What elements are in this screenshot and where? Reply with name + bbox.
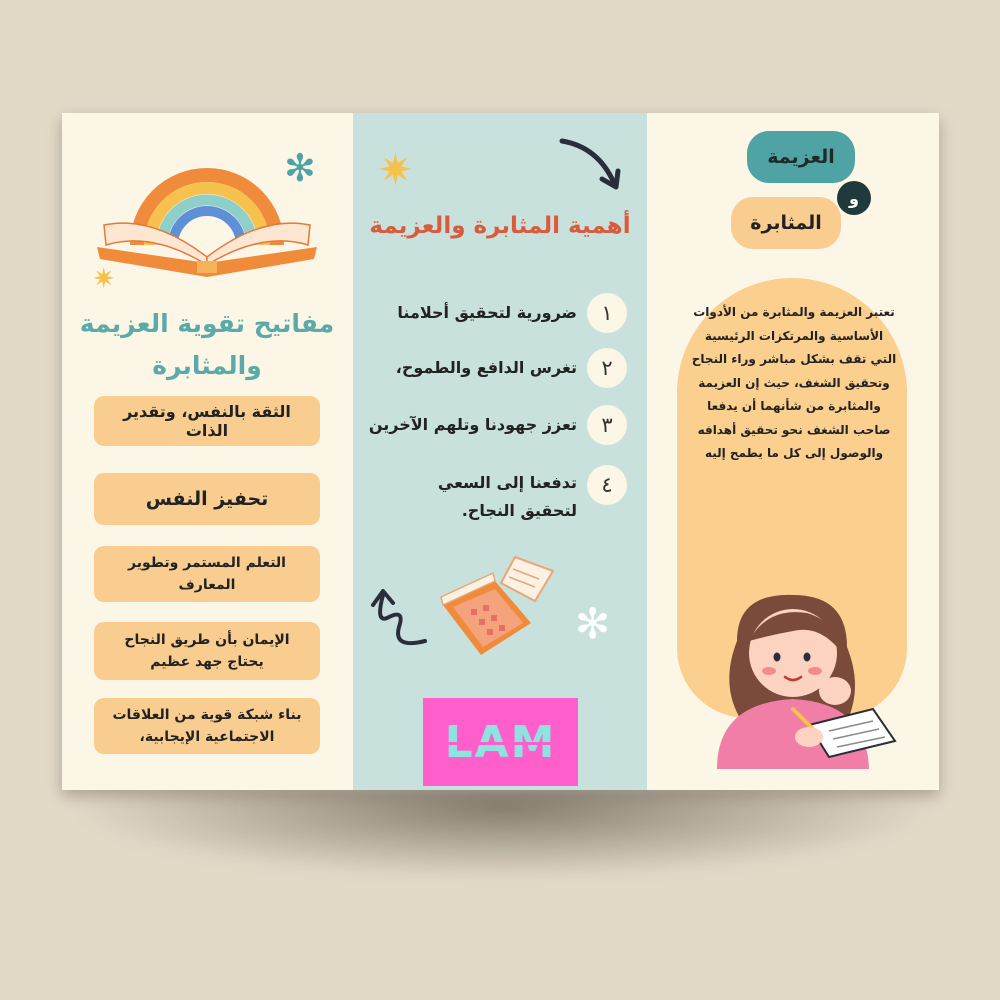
item-number: ٤ xyxy=(587,465,627,505)
brochure-shadow xyxy=(68,790,938,880)
trifold-brochure xyxy=(62,113,939,790)
swirl-arrow-icon xyxy=(363,583,435,653)
item-text: ضرورية لتحقيق أحلامنا xyxy=(397,303,577,322)
yellow-star-icon: ✷ xyxy=(377,145,414,196)
title-pill-and: و xyxy=(837,181,871,215)
lam-logo xyxy=(423,698,578,786)
title-pill-determination: العزيمة xyxy=(747,131,855,183)
key-item: تحفيز النفس xyxy=(94,473,320,525)
key-item: التعلم المستمر وتطوير المعارف xyxy=(94,546,320,602)
keys-title: مفاتيح تقوية العزيمة والمثابرة xyxy=(79,309,335,380)
intro-paragraph: تعتبر العزيمة والمثابرة من الأدوات الأساسية والمرتكزات الرئيسية التي تقف بشكل مباشر وراء النجاح وتحقيق الشغف، حيث إن العزيمة والمثابرة من شأنهما أن يدفعا صاحب الشغف نحو تحقيق أهدافه والوصول إلى كل ما يطمح إليه xyxy=(691,305,897,460)
white-star-icon: ✻ xyxy=(575,599,611,648)
key-item: الإيمان بأن طريق النجاح يحتاج جهد عظيم xyxy=(94,622,320,680)
importance-item xyxy=(357,405,627,449)
key-item: الثقة بالنفس، وتقدير الذات xyxy=(94,396,320,446)
key-item: بناء شبكة قوية من العلاقات الاجتماعية الإيجابية، xyxy=(94,698,320,754)
open-book-icon xyxy=(435,553,565,663)
item-number: ٢ xyxy=(587,348,627,388)
teal-star-icon: ✻ xyxy=(284,146,316,190)
middle-panel xyxy=(353,113,647,790)
item-text: تدفعنا إلى السعي لتحقيق النجاح. xyxy=(437,473,577,520)
item-number: ١ xyxy=(587,293,627,333)
left-panel xyxy=(62,113,353,790)
title-pill-perseverance: المثابرة xyxy=(731,197,841,249)
importance-item xyxy=(357,293,627,337)
item-text: تغرس الدافع والطموح، xyxy=(395,358,577,377)
importance-item xyxy=(357,348,627,392)
importance-title: أهمية المثابرة والعزيمة xyxy=(369,213,631,239)
curved-arrow-icon xyxy=(558,135,626,191)
right-panel xyxy=(647,113,939,790)
logo-text: LAM xyxy=(444,716,557,768)
studying-girl-illustration xyxy=(697,591,897,771)
yellow-star-icon: ✷ xyxy=(92,262,116,295)
item-number: ٣ xyxy=(587,405,627,445)
item-text: تعزز جهودنا وتلهم الآخرين xyxy=(368,415,577,434)
importance-item xyxy=(357,465,627,535)
